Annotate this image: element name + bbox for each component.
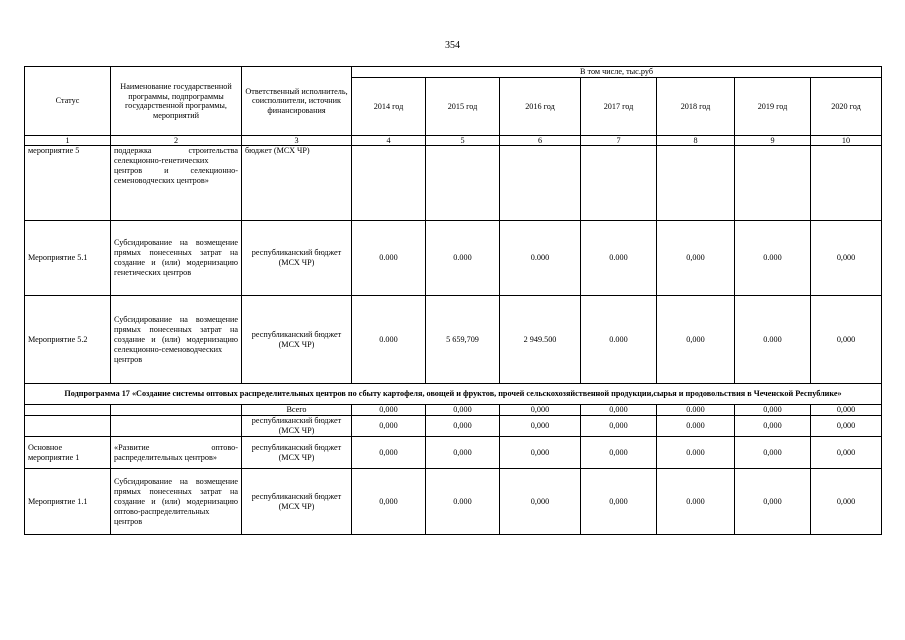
value-cell: 0,000 [811,296,882,384]
value-cell: 0,000 [352,416,426,437]
header-executor: Ответственный исполнитель, соисполнители, источник финансирования [242,67,352,136]
table-row [25,221,882,296]
column-number: 4 [352,136,426,146]
value-cell [735,146,811,221]
header-year: 2014 год [352,78,426,136]
value-cell: 0,000 [811,416,882,437]
value-cell [581,146,657,221]
value-cell: 0.000 [352,221,426,296]
value-cell: 0,000 [811,221,882,296]
executor-cell: республиканский бюджет (МСХ ЧР) [242,221,352,296]
column-number: 7 [581,136,657,146]
budget-table [24,66,882,535]
value-cell [352,146,426,221]
header-year: 2020 год [811,78,882,136]
value-cell: 0,000 [811,405,882,416]
value-cell: 2 949.500 [500,296,581,384]
value-cell: 0.000 [657,405,735,416]
executor-cell: республиканский бюджет (МСХ ЧР) [242,296,352,384]
value-cell: 0,000 [581,416,657,437]
header-group: В том числе, тыс.руб [352,67,882,78]
value-cell: 5 659,709 [426,296,500,384]
value-cell: 0,000 [735,405,811,416]
executor-cell: республиканский бюджет (МСХ ЧР) [242,437,352,469]
value-cell: 0,000 [500,405,581,416]
value-cell: 0,000 [581,437,657,469]
table-row [25,437,882,469]
header-year: 2015 год [426,78,500,136]
column-number: 9 [735,136,811,146]
column-number: 2 [111,136,242,146]
value-cell: 0.000 [352,296,426,384]
table-row [25,416,882,437]
executor-cell: бюджет (МСХ ЧР) [242,146,352,221]
header-year: 2017 год [581,78,657,136]
value-cell: 0.000 [500,221,581,296]
value-cell: 0,000 [352,437,426,469]
value-cell [426,146,500,221]
value-cell: 0.000 [657,469,735,535]
executor-cell: Всего [242,405,352,416]
value-cell: 0,000 [352,469,426,535]
value-cell: 0,000 [657,221,735,296]
value-cell [657,146,735,221]
column-number: 1 [25,136,111,146]
column-number: 5 [426,136,500,146]
name-cell: «Развитие оптово-распределительных центров» [111,437,242,469]
status-cell: Мероприятие 1.1 [25,469,111,535]
value-cell: 0.000 [426,221,500,296]
column-number: 8 [657,136,735,146]
value-cell: 0.000 [581,221,657,296]
value-cell: 0.000 [657,416,735,437]
status-cell: Мероприятие 5.1 [25,221,111,296]
value-cell: 0,000 [735,469,811,535]
value-cell: 0,000 [735,437,811,469]
value-cell: 0.000 [735,296,811,384]
header-status: Статус [25,67,111,136]
value-cell: 0.000 [426,469,500,535]
page-number: 354 [445,40,460,51]
name-cell: поддержка строительства селекционно-генетических центров и селекционно-семеноводческих центров» [111,146,242,221]
value-cell: 0,000 [426,437,500,469]
name-cell [111,405,242,416]
value-cell [500,146,581,221]
table-row [25,469,882,535]
value-cell: 0,000 [811,469,882,535]
value-cell: 0,000 [657,296,735,384]
value-cell: 0,000 [352,405,426,416]
value-cell: 0,000 [581,469,657,535]
status-cell [25,405,111,416]
header-name: Наименование государственной программы, подпрограммы государственной программы, мероприятий [111,67,242,136]
executor-cell: республиканский бюджет (МСХ ЧР) [242,416,352,437]
value-cell: 0,000 [500,416,581,437]
status-cell [25,416,111,437]
value-cell: 0.000 [657,437,735,469]
value-cell: 0,000 [500,469,581,535]
name-cell: Субсидирование на возмещение прямых понесенных затрат на создание и (или) модернизацию оптово-распределительных центров [111,469,242,535]
name-cell: Субсидирование на возмещение прямых понесенных затрат на создание и (или) модернизацию селекционно-семеноводческих центров [111,296,242,384]
value-cell: 0,000 [581,405,657,416]
status-cell: Мероприятие 5.2 [25,296,111,384]
header-year: 2016 год [500,78,581,136]
status-cell: Основное мероприятие 1 [25,437,111,469]
value-cell: 0,000 [426,405,500,416]
value-cell: 0,000 [735,416,811,437]
value-cell: 0,000 [811,437,882,469]
value-cell: 0.000 [735,221,811,296]
header-year: 2018 год [657,78,735,136]
name-cell: Субсидирование на возмещение прямых понесенных затрат на создание и (или) модернизацию генетических центров [111,221,242,296]
column-number: 6 [500,136,581,146]
value-cell [811,146,882,221]
table-row [25,296,882,384]
value-cell: 0,000 [426,416,500,437]
value-cell: 0,000 [500,437,581,469]
column-number: 3 [242,136,352,146]
status-cell: мероприятие 5 [25,146,111,221]
header-year: 2019 год [735,78,811,136]
value-cell: 0.000 [581,296,657,384]
name-cell [111,416,242,437]
executor-cell: республиканский бюджет (МСХ ЧР) [242,469,352,535]
subprogram-title: Подпрограмма 17 «Создание системы оптовых распределительных центров по сбыту картофеля, овощей и фруктов, прочей сельскохозяйственной продукции,сырья и продовольствия в Чеченской Республике» [25,384,882,405]
table-row [25,405,882,416]
table-row [25,146,882,221]
column-number: 10 [811,136,882,146]
